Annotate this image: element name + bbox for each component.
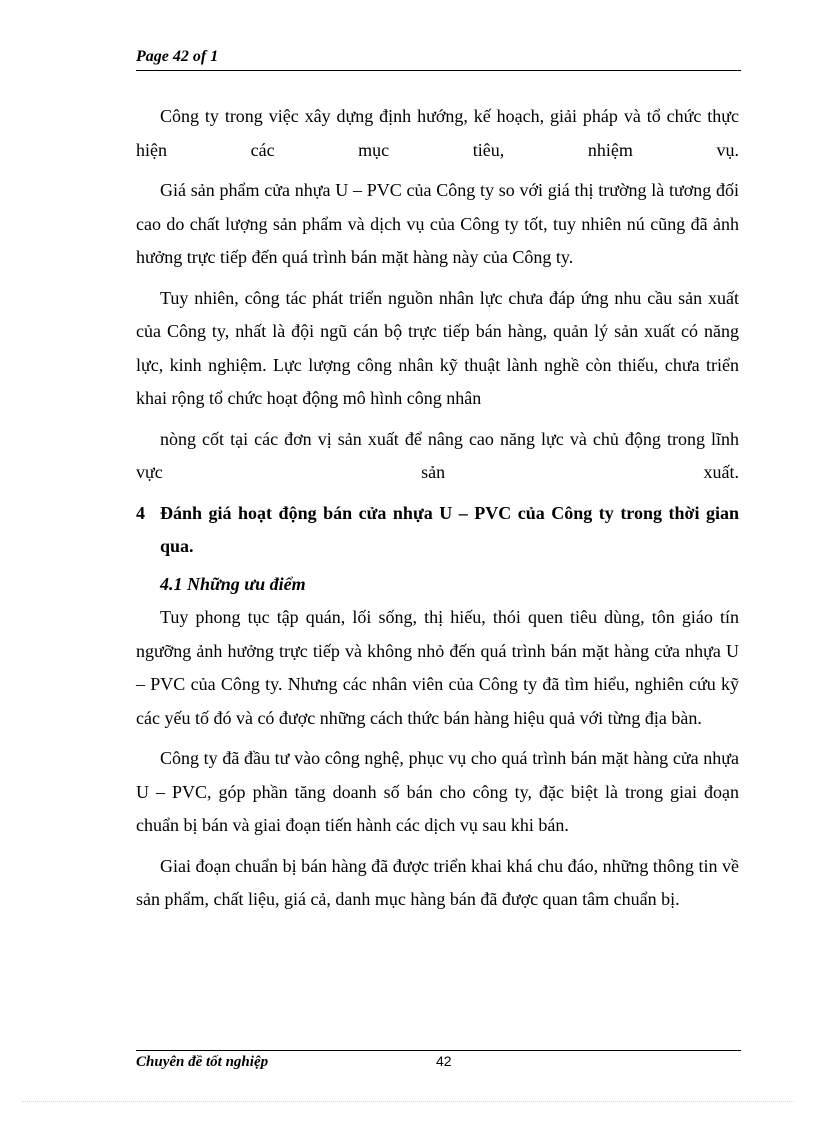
paragraph-5: Tuy phong tục tập quán, lối sống, thị hiếu, thói quen tiêu dùng, tôn giáo tín ngưỡng ảnh hưởng trực tiếp và không nhỏ đến quá trình bán mặt hàng cửa nhựa U – PVC của Công ty. Nhưng các nhân viên của Công ty đã tìm hiểu, nghiên cứu kỹ các yếu tố đó và có được những cách thức bán hàng hiệu quả với từng địa bàn. (136, 607, 739, 728)
footer-title: Chuyên đề tốt nghiệp (136, 1054, 269, 1070)
subsection-heading: 4.1 Những ưu điểm (160, 573, 306, 594)
page-header-title: Page 42 of 1 (136, 48, 219, 65)
section-number: 4 (136, 502, 145, 523)
paragraph-3: Tuy nhiên, công tác phát triển nguồn nhân lực chưa đáp ứng nhu cầu sản xuất của Công ty, nhất là đội ngũ cán bộ trực tiếp bán hàng, quản lý sản xuất có năng lực, kinh nghiệm. Lực lượng công nhân kỹ thuật lành nghề còn thiếu, chưa triển khai rộng tổ chức hoạt động mô hình công nhân (136, 287, 739, 408)
paragraph-1: Công ty trong việc xây dựng định hướng, kế hoạch, giải pháp và tổ chức thực hiện các mục tiêu, nhiệm vụ. (136, 106, 739, 160)
section-heading (136, 497, 739, 564)
paragraph-2: Giá sản phẩm cửa nhựa U – PVC của Công ty so với giá thị trường là tương đối cao do chất lượng sản phẩm và dịch vụ của Công ty tốt, tuy nhiên nú cũng đã ảnh hưởng trực tiếp đến quá trình bán mặt hàng này của Công ty. (136, 180, 739, 267)
footer-page-number: 42 (436, 1053, 452, 1069)
paragraph-6: Công ty đã đầu tư vào công nghệ, phục vụ cho quá trình bán mặt hàng cửa nhựa U – PVC, góp phần tăng doanh số bán cho công ty, đặc biệt là trong giai đoạn chuẩn bị bán và giai đoạn tiến hành các dịch vụ sau khi bán. (136, 748, 739, 835)
section-title: Đánh giá hoạt động bán cửa nhựa U – PVC của Công ty trong thời gian qua. (160, 502, 739, 556)
header-divider (136, 70, 741, 71)
document-body (136, 100, 739, 917)
footer-divider (136, 1050, 741, 1051)
paragraph-7: Giai đoạn chuẩn bị bán hàng đã được triển khai khá chu đáo, những thông tin về sản phẩm, chất liệu, giá cả, danh mục hàng bán đã được quan tâm chuẩn bị. (136, 855, 739, 909)
page-bottom-border (22, 1101, 794, 1102)
paragraph-4: nòng cốt tại các đơn vị sản xuất để nâng cao năng lực và chủ động trong lĩnh vực sản xuất. (136, 428, 739, 482)
